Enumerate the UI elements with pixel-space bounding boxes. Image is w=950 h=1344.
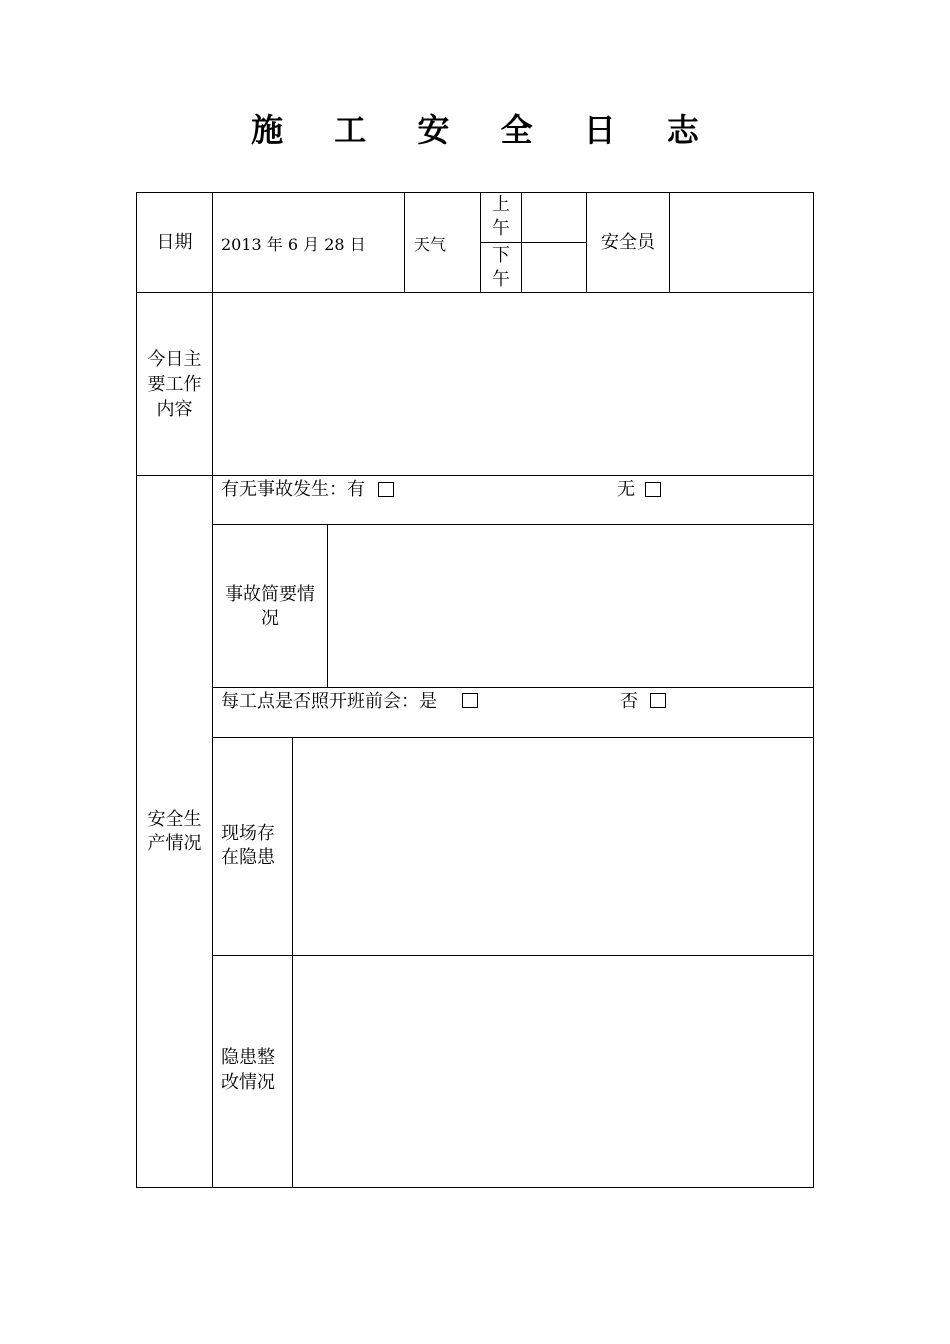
hazard-label-divider [292,737,293,1188]
meeting-no-label: 否 [620,691,638,712]
accident-yes-checkbox[interactable] [378,482,394,497]
table-border-bottom [136,1187,814,1188]
work-content-label-1: 今日主 [147,349,202,370]
rectification-label-2: 改情况 [221,1072,275,1093]
row-divider-hazards [212,955,814,956]
row-divider-summary [212,687,814,688]
date-value[interactable]: 2013 年 6 月 28 日 [221,235,366,254]
officer-value-divider [669,192,670,293]
row-divider-accident [212,524,814,525]
afternoon-label-2: 午 [492,269,510,290]
meeting-yes-checkbox[interactable] [462,693,478,708]
page-title: 施 工 安 全 日 志 [251,111,719,149]
accident-no-label: 无 [617,479,635,500]
morning-label-2: 午 [492,218,510,239]
accident-question: 有无事故发生：有 [221,479,365,500]
safety-officer-label: 安全员 [601,232,655,253]
row-divider-header [136,292,814,293]
afternoon-label-1: 下 [492,245,510,266]
date-weather-divider [404,192,405,293]
summary-label-divider [327,524,328,688]
date-label: 日期 [156,232,193,253]
row-divider-work [136,475,814,476]
row-divider-meeting [212,737,814,738]
work-content-label-2: 要工作 [147,374,202,395]
ampm-split [480,242,587,243]
work-content-label-3: 内容 [156,399,193,420]
hazards-label-1: 现场存 [221,823,275,844]
accident-summary-label-1: 事故简要情 [225,584,315,605]
label-column-divider [212,192,213,1188]
morning-label-1: 上 [492,194,510,215]
table-border-top [136,192,814,193]
table-border-left [136,192,137,1188]
table-border-right [813,192,814,1188]
weather-label: 天气 [414,235,447,254]
meeting-no-checkbox[interactable] [650,693,666,708]
accident-no-checkbox[interactable] [645,482,661,497]
meeting-question: 每工点是否照开班前会：是 [221,691,437,712]
safety-section-label-2: 产情况 [147,833,202,854]
safety-section-label-1: 安全生 [147,809,202,830]
accident-summary-label-2: 况 [261,608,279,629]
hazards-label-2: 在隐患 [221,847,275,868]
rectification-label-1: 隐患整 [221,1047,275,1068]
